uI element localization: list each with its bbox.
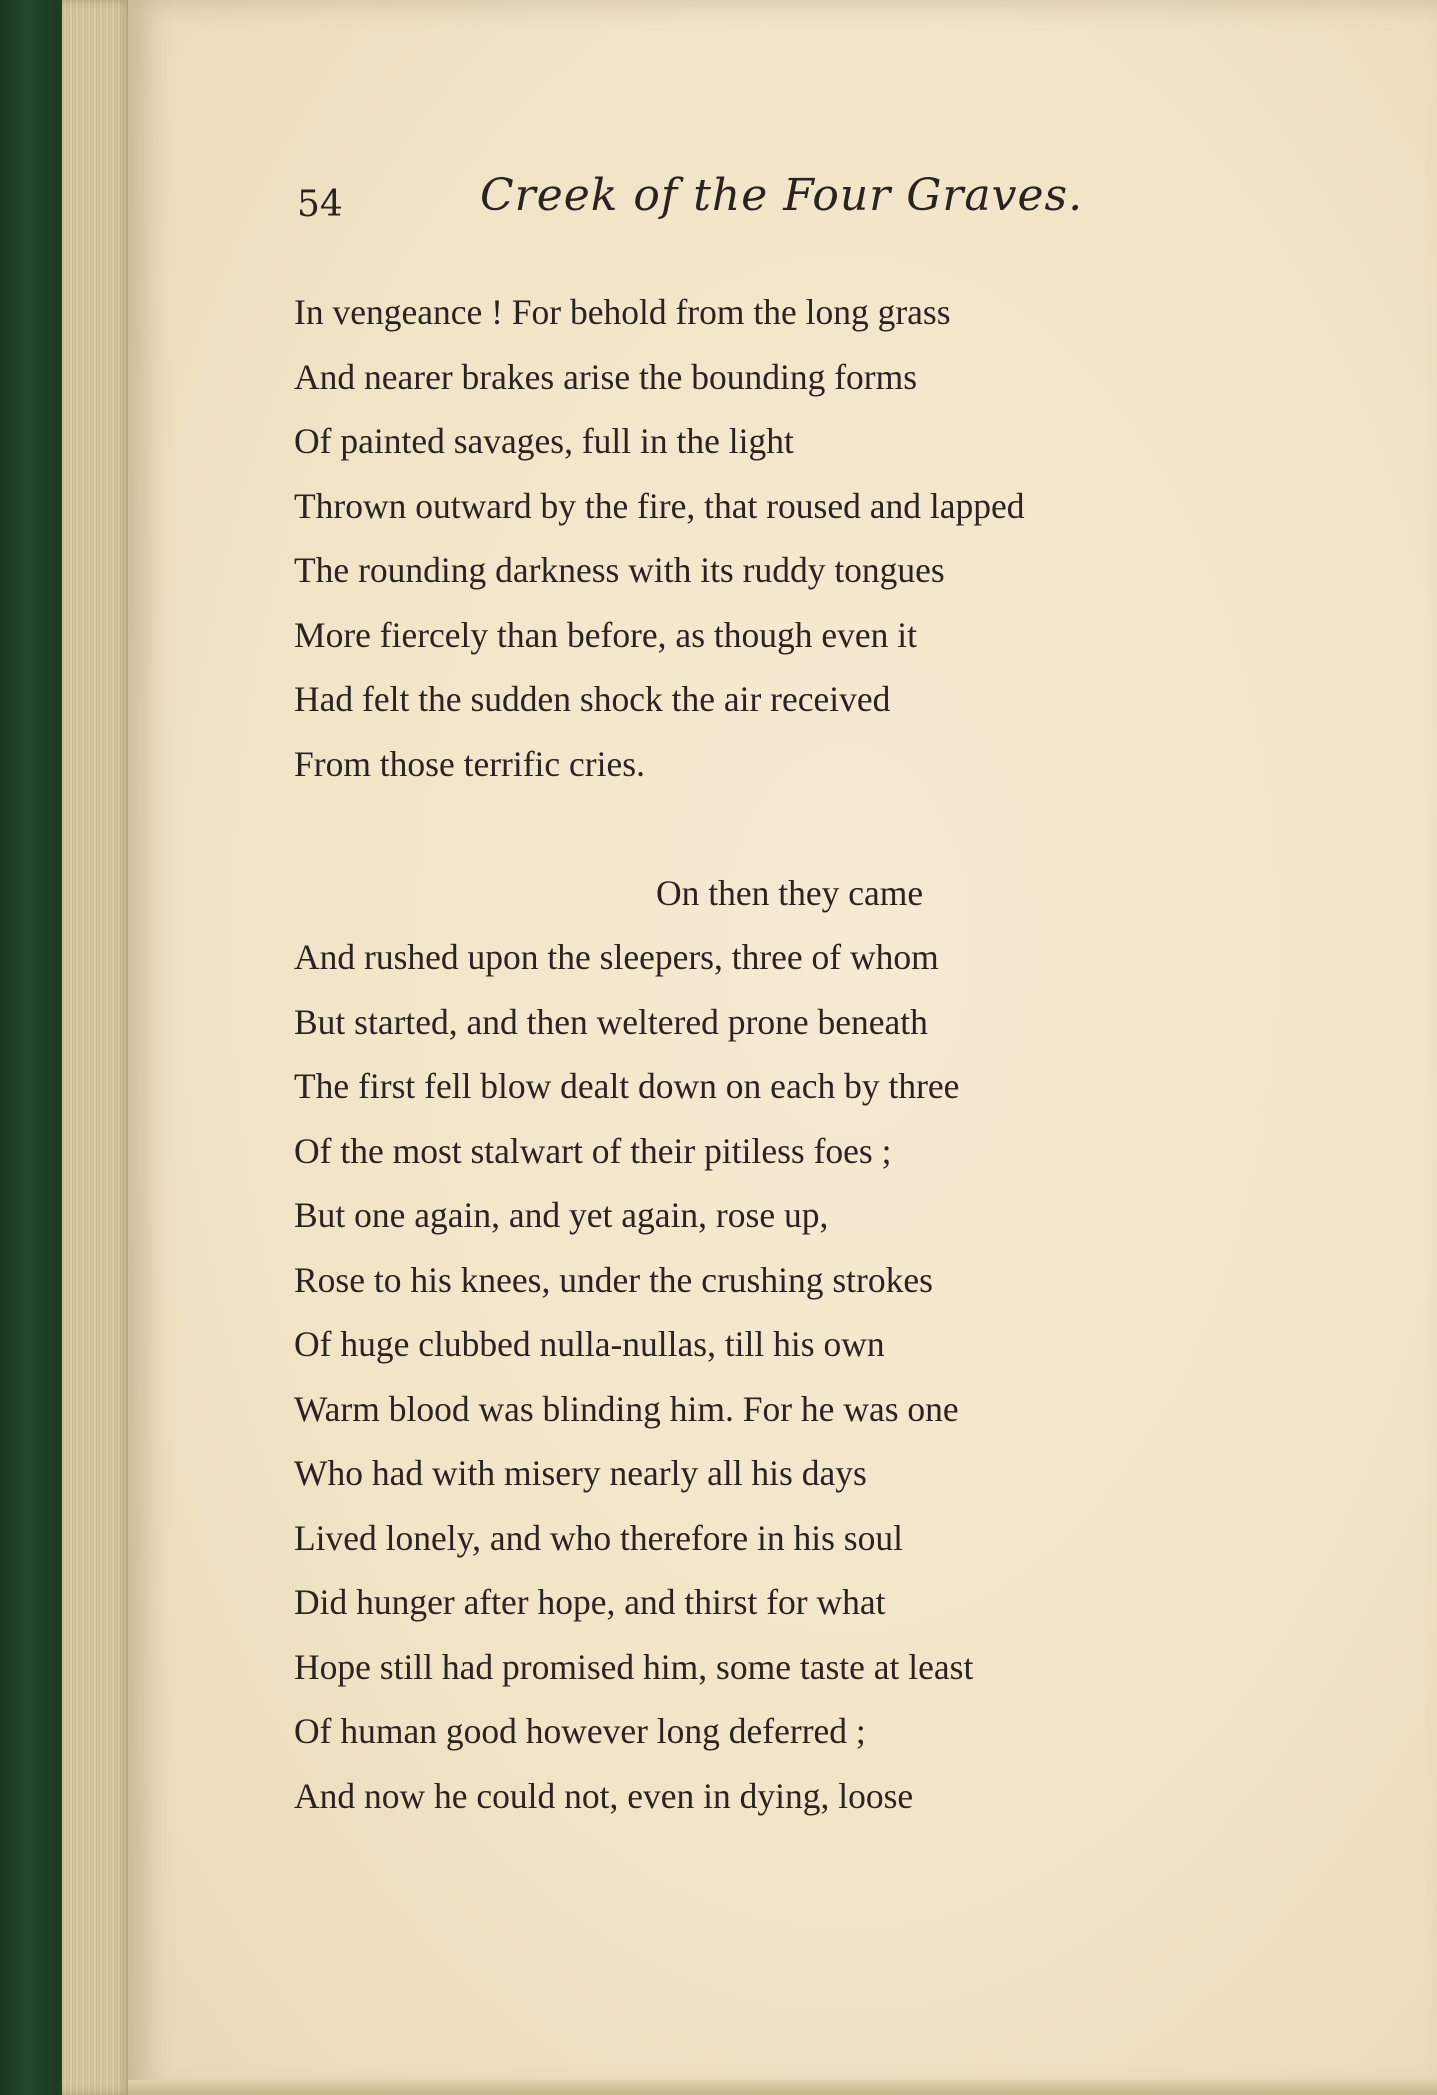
- text-line: Hope still had promised him, some taste at least: [294, 1646, 974, 1687]
- text-line: Of human good however long deferred ;: [294, 1711, 866, 1751]
- text-line: Lived lonely, and who therefore in his soul: [294, 1517, 903, 1558]
- text-line: Of the most stalwart of their pitiless foes ;: [294, 1130, 892, 1171]
- text-line: More fiercely than before, as though even it: [294, 614, 917, 655]
- text-line: Warm blood was blinding him. For he was one: [294, 1388, 959, 1429]
- poem-text: [294, 280, 1174, 1828]
- text-line: The rounding darkness with its ruddy tongues: [294, 550, 945, 590]
- text-line: Who had with misery nearly all his days: [294, 1453, 867, 1493]
- page-bottom-edge: [128, 2080, 1437, 2095]
- text-line: But started, and then weltered prone beneath: [294, 1001, 928, 1042]
- text-line: Rose to his knees, under the crushing strokes: [294, 1259, 933, 1300]
- running-title: Creek of the Four Graves.: [480, 170, 1084, 221]
- text-line: Of painted savages, full in the light: [294, 421, 794, 461]
- text-line: On then they came: [656, 872, 924, 913]
- text-line: And nearer brakes arise the bounding forms: [294, 356, 918, 397]
- text-line: The first fell blow dealt down on each by three: [294, 1066, 960, 1106]
- page-number: 54: [297, 184, 343, 225]
- text-line: Thrown outward by the fire, that roused and lapped: [294, 485, 1025, 526]
- text-line: But one again, and yet again, rose up,: [294, 1195, 829, 1235]
- text-line: Of huge clubbed nulla-nullas, till his own: [294, 1324, 885, 1364]
- text-line: And rushed upon the sleepers, three of whom: [294, 937, 939, 977]
- stanza-break: [294, 796, 1174, 861]
- page-header: [297, 170, 1097, 240]
- text-line: From those terrific cries.: [294, 743, 645, 784]
- page-edges: [62, 0, 132, 2095]
- text-line: In vengeance ! For behold from the long grass: [294, 292, 951, 332]
- text-line: And now he could not, even in dying, loose: [294, 1775, 914, 1816]
- text-line: Had felt the sudden shock the air received: [294, 679, 891, 719]
- text-line: Did hunger after hope, and thirst for what: [294, 1582, 886, 1622]
- book-cover-edge: [0, 0, 70, 2095]
